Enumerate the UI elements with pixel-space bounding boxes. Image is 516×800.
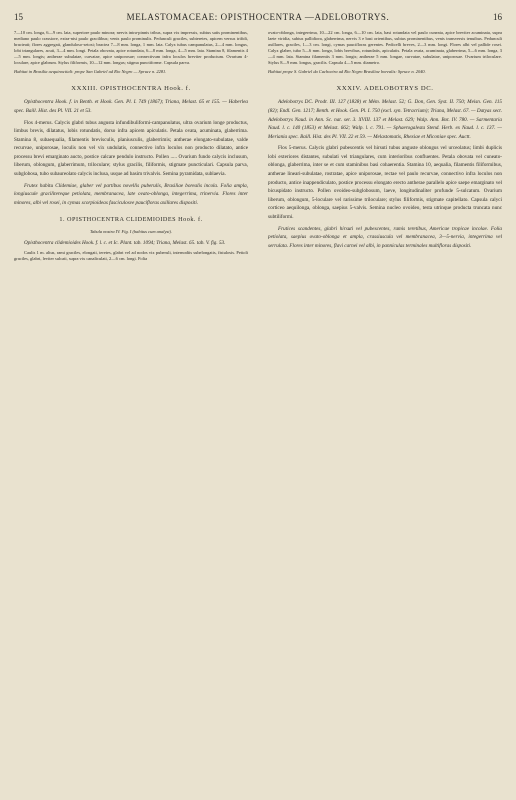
genus-references: Adelobotrys DC. Prodr. III. 127 (1828) et Mém. Melast. 52; G. Don, Gen. Syst. II. 750; Meisn. Gen. 115 (82); Endl. Gen. 1217; Benth. et Hook. Gen. Pl. I. 750 (excl. syn. Tetracrium); Triana, Melast. 67. — Datyas sect. Adelobotrys Naud. in Ann. Sc. nat. ser. 3. XVIII. 137 et Melast. 629; Walp. Ann. Bot. IV. 780. — Sarmentaria Naud. l. c. 140 (1853) et Melast. 662; Walp. l. c. 791. — Sphaerogalesta Stend. Herb. ex Naud. l. c. 137. — Meriania spec. Baill. Hist. des Pl. VII. 22 et 59. — Melastomatis, Rhexiae et Miconiae spec. Auctt. xyxy=(268,99,502,140)
species-description-continued: 7—10 cm. longa, 6—9 cm. lata, superiore paulo minora; nervis intra-pinnis tribus, supra vix impressis, subtus satis prominentibus, mediano paulo crassiore, extra-nisi paulo gracilibus; venis paulo prominulis. Pedunculi graciles, subteretes, apicem versus trifidi, bracteati; flores aggregati, glanduloso-setosi; bractea 7—8 mm. longa, 1 mm. lata. Calyx tubus campanulatus, 2—4 mm. longus, lobi triangulares, acuti, 3—4 mm. longi. Petala obovata, apice rotundata, 6—8 mm. longa, 4—5 mm. lata. Stamina 8, filamentis 4—5 mm. longis; antherae subulatae, curvatae, apice uniporosae; connectivum infra loculos breviter productum. Ovarium 4-loculare, apice glabrum. Stylus filiformis, 10—12 mm. longus; stigma punctiforme. Capsula parva. xyxy=(14,30,248,66)
right-column xyxy=(268,30,502,794)
species-references: Opisthocentra clidemioides Hook. f. l. c. et Ic. Plant. tab. 1094; Triana, Melast. 65. tab. V. fig. 53. xyxy=(24,239,226,246)
habitat-citation: Habitat in Brasilia aequinoctiali: prope San Gabriel ad Rio Negro — Spruce n. 2281. xyxy=(14,69,167,75)
species-description: Caulis 1 m. altus, rami graciles, elongati, teretes, glabri vel ad nodos vix puberuli, internodiis subelongatis, fistulosis. Petioli graciles, glabri, leviter sulcati, supra vix canaliculati, 2—6 cm. longi. Folia xyxy=(14,250,248,262)
genus-description: Flos 4-merus. Calycis glabri tubus angusta infundibuliformi-campanulatus, ultra ovarium longe productus, limbus brevis, dilatatus, lobis rotundatis, dorso infra apicem apiculatis. Petala ovata, acuminata, glaberrima. Stamina 8, subaequalia, filamentis brevisculis, planiusculis, glaberrimis; antherae elongato-subulatae, valde recurvae, uniporosae, loculis non vel vix undulatis, connectivo infra loculos non producto dilatato, antice processu brevi emarginato aucto, postice calcare pendulo instructo. Pollen ..... Ovarium fundo calycis inclusum, liberum, oblongum, glaberrimum, triloculare; stylus gracilis, filiformis, stigmate puncticulari. Capsula parva, subglobosa, tubo subaureolato calycis inclusa, usque ad basim trivalvis. Semina pyramidata, sublaevia. xyxy=(14,119,248,178)
genus-habit: Frutex habitu Clidemiae, glaber vel partibus novellis puberulis, Brasiliae borealis incola. Folia ampla, longiuscule gracilitereque petiolata, membranacea, late ovato-oblonga, integerrima, trinervia. Flores inter minores, albi vel rosei, in cymas scorpioideas fasciculosve paucifloras axillares dispositi. xyxy=(14,182,248,206)
genus-references: Opisthocentra Hook. f. in Benth. et Hook. Gen. Pl. I. 749 (1867); Triana, Melast. 65 et 155. — Haberlea spec. Baill. Hist. des Pl. VII. 21 et 53. xyxy=(14,99,248,114)
page-number-right: 16 xyxy=(493,12,502,22)
left-column xyxy=(14,30,248,794)
species-description-end: ovato-oblonga, integerrima, 10—22 cm. longa, 6—10 cm. lata, basi rotundata vel paulo cuneata, apice breviter acuminata, supra laete viridia, subtus pallidiora, glaberrima, nervis 3 e basi orientibus, subtus prominentibus, venis transversis tenuibus. Pedunculi axillares, graciles, 1—3 cm. longi, cymas paucifloras gerentes. Pedicelli breves, 2—3 mm. longi. Flores albi vel pallide rosei. Calyx glaber, tubo 5—6 mm. longo, lobis brevibus, rotundatis, apiculatis. Petala ovata, acuminata, glaberrima, 5—6 mm. longa, 3—4 mm. lata. Stamina filamentis 3 mm. longis; antherae 5 mm. longae, curvatae, subulatae, uniporosae. Ovarium triloculare. Stylus 8—9 mm. longus, gracilis. Capsula 4—5 mm. diametro. xyxy=(268,30,502,66)
page-number-left: 15 xyxy=(14,12,23,22)
genus-heading-opisthocentra: XXXIII. OPISTHOCENTRA Hook. f. xyxy=(71,85,191,93)
page-header xyxy=(14,12,502,24)
genus-heading-adelobotrys: XXXIV. ADELOBOTRYS DC. xyxy=(336,85,434,93)
genus-description: Flos 5-merus. Calycis glabri pubescentis vel hirsuti tubus anguste oblongus vel urceolatus; limbi duplicis lobi exteriores distantes, subulati vel triangulares, cum interioribus confluentes. Petala obovata vel cuneato-oblonga, glaberrima, inter se et cum staminibus basi cohaerentia. Stamina 10, aequalia, filamentis filiformibus, antherae lineari-subulatae, rostratae, apice uniporosae, rectae vel paulo recurvae, connectivo infra loculos non producto, antice inappendiculato, postice processu elongato erecto antherae parallelo apice saepe emarginato vel bicuspidato instructo. Pollen ovoideo-subglobosum, laeve, longitudinaliter profunde 5-sulcatum. Ovarium liberum, oblongum, 5-loculare vel rarissime triloculare; stylus filiformis, stigmate capitellato. Capsula calyci corticeo aequilonga, oblonga, saepius 5-valvis. Semina nucleo ovoideo, testa utrinque producta truncata nunc subtiliformi. xyxy=(268,145,502,221)
genus-habit: Frutices scandentes, glabri hirsuti vel pubescentes, ramis teretibus, Americae tropicae incolae. Folia petiolata, saepius ovato-oblonga et ampla, crassiuscula vel membranacea, 3—5-nervia, integerrima vel serrulata. Flores inter minores, flavi carnei vel albi, in panniculas terminales multifloras dispositi. xyxy=(268,225,502,249)
species-plate-note: Tabula nostra IV. Fig. I (habitus cum analysi). xyxy=(89,229,173,235)
species-heading: 1. OPISTHOCENTRA CLIDEMIOIDES Hook. f. xyxy=(59,216,203,224)
running-title: MELASTOMACEAE: OPISTHOCENTRA —ADELOBOTRYS. xyxy=(126,12,390,22)
habitat-citation: Habitat prope S. Gabriel da Cachoeira ad Rio Negro Brasiliae borealis: Spruce n. 2040. xyxy=(268,69,426,75)
